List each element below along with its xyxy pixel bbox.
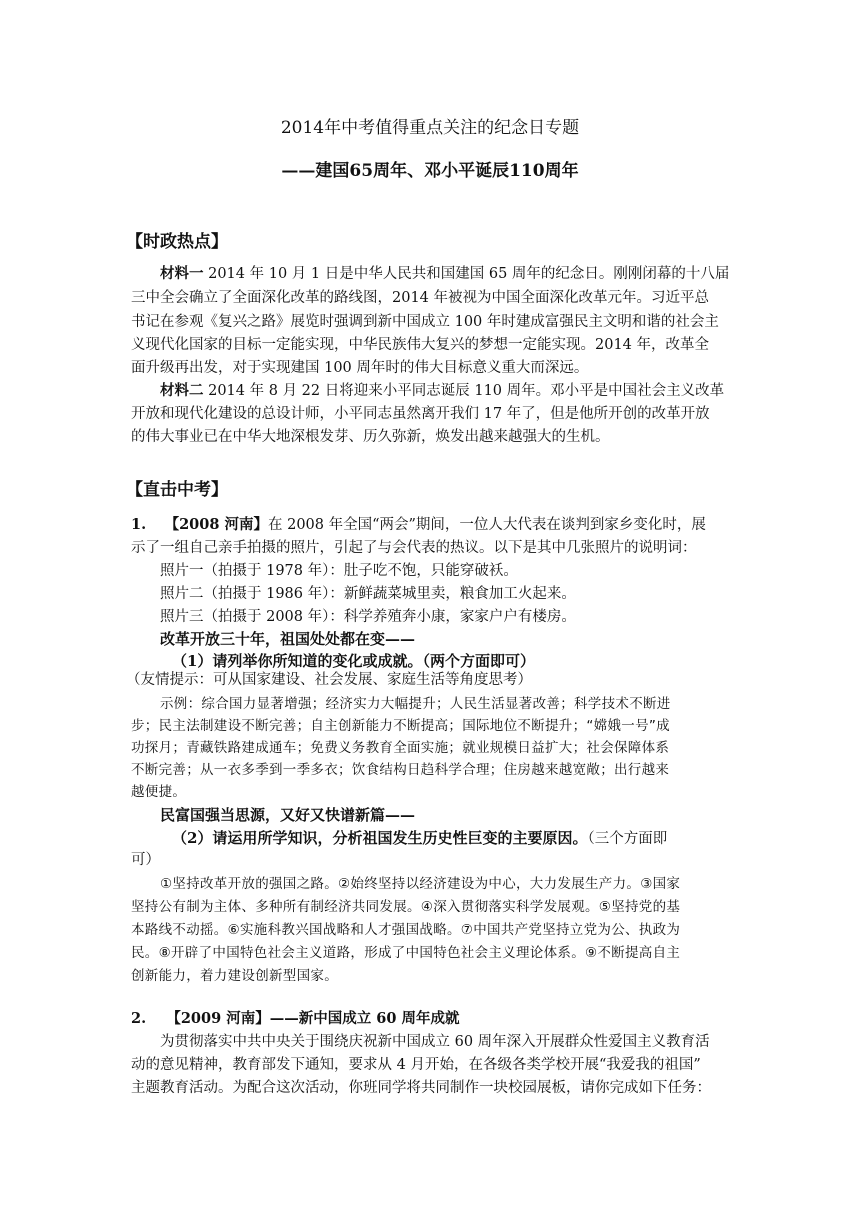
q1-tag: 【2008 河南】 bbox=[164, 516, 268, 533]
q2-line-3: 动的意见精神，教育部发下通知，要求从 4 月开始，在各级各类学校开展“我爱我的祖国” bbox=[131, 1057, 701, 1073]
material-1-text: 2014 年 10 月 1 日是中华人民共和国建国 65 周年的纪念日。刚刚闭幕的十八届 bbox=[208, 266, 730, 282]
q2-number: 2. bbox=[131, 1010, 147, 1027]
answer-1-line-2: 步；民主法制建设不断完善；自主创新能力不断提高；国际地位不断提升；“嫦娥一号”成 bbox=[131, 718, 670, 734]
q1-line-2: 示了一组自己亲手拍摄的照片，引起了与会代表的热议。以下是其中几张照片的说明词： bbox=[131, 540, 697, 556]
section-heading-hotspot: 【时政热点】 bbox=[126, 232, 228, 252]
q1-subquestion-2-text: （2）请运用所学知识，分析祖国发生历史性巨变的主要原因。 bbox=[172, 829, 588, 847]
q1-subquestion-2 bbox=[172, 828, 732, 849]
material-1-label: 材料一 bbox=[160, 265, 204, 282]
answer-1-line-1: 示例：综合国力显著增强；经济实力大幅提升；人民生活显著改善；科学技术不断进 bbox=[160, 696, 671, 712]
material-2-text: 2014 年 8 月 22 日将迎来小平同志诞辰 110 周年。邓小平是中国社会主义改革 bbox=[208, 383, 725, 399]
q1-number: 1. bbox=[131, 516, 147, 533]
q2-line-1 bbox=[131, 1009, 731, 1029]
q2-line-4: 主题教育活动。为配合这次活动，你班同学将共同制作一块校园展板，请你完成如下任务： bbox=[131, 1080, 711, 1096]
material-1-line-5: 面升级再出发，对于实现建国 100 周年时的伟大目标意义重大而深远。 bbox=[131, 360, 589, 376]
answer-2-line-5: 创新能力，着力建设创新型国家。 bbox=[131, 968, 338, 984]
material-1-line-2: 三中全会确立了全面深化改革的路线图，2014 年被视为中国全面深化改革元年。习近平总 bbox=[131, 290, 710, 306]
material-1-line-1 bbox=[160, 264, 731, 284]
material-1-line-4: 义现代化国家的目标一定能实现，中华民族伟大复兴的梦想一定能实现。2014 年，改革全 bbox=[131, 337, 710, 353]
material-2-label: 材料二 bbox=[160, 382, 204, 399]
answer-2-line-1: ①坚持改革开放的强国之路。②始终坚持以经济建设为中心，大力发展生产力。③国家 bbox=[160, 876, 681, 892]
photo-3-caption: 照片三（拍摄于 2008 年）：科学养殖奔小康，家家户户有楼房。 bbox=[160, 609, 576, 625]
q2-tag: 【2009 河南】——新中国成立 60 周年成就 bbox=[166, 1010, 460, 1027]
photo-1-caption: 照片一（拍摄于 1978 年）：肚子吃不饱，只能穿破袄。 bbox=[160, 563, 518, 579]
q1-text: 在 2008 年全国“两会”期间，一位人大代表在谈判到家乡变化时，展 bbox=[267, 517, 706, 533]
answer-1-line-3: 功探月；青藏铁路建成通车；免费义务教育全面实施；就业规模日益扩大；社会保障体系 bbox=[131, 740, 670, 756]
material-2-line-2: 开放和现代化建设的总设计师，小平同志虽然离开我们 17 年了，但是他所开创的改革开放 bbox=[131, 406, 710, 422]
section-heading-exam: 【直击中考】 bbox=[126, 480, 228, 500]
material-2-line-3: 的伟大事业已在中华大地深根发芽、历久弥新，焕发出越来越强大的生机。 bbox=[131, 429, 610, 445]
answer-1-line-4: 不断完善；从一衣多季到一季多衣；饮食结构日趋科学合理；住房越来越宽敞；出行越来 bbox=[131, 762, 670, 778]
answer-1-line-5: 越便捷。 bbox=[131, 784, 187, 800]
answer-2-line-3: 本路线不动摇。⑥实施科教兴国战略和人才强国战略。⑦中国共产党坚持立党为公、执政为 bbox=[131, 922, 681, 938]
q1-subquestion-1: （1）请列举你所知道的变化或成就。（两个方面即可） bbox=[172, 652, 535, 670]
q1-subquestion-2-wrap: 可） bbox=[131, 852, 160, 868]
material-1-line-3: 书记在参观《复兴之路》展览时强调到新中国成立 100 年时建成富强民主文明和谐的社会主 bbox=[131, 314, 719, 330]
q1-hint: （友情提示：可从国家建设、社会发展、家庭生活等角度思考） bbox=[126, 672, 532, 688]
photo-2-caption: 照片二（拍摄于 1986 年）：新鲜蔬菜城里卖，粮食加工火起来。 bbox=[160, 586, 576, 602]
q2-line-2: 为贯彻落实中共中央关于围绕庆祝新中国成立 60 周年深入开展群众性爱国主义教育活 bbox=[160, 1034, 710, 1050]
material-2-line-1 bbox=[160, 381, 731, 401]
answer-2-line-4: 民。⑧开辟了中国特色社会主义道路，形成了中国特色社会主义理论体系。⑨不断提高自主 bbox=[131, 945, 681, 961]
q1-subquestion-2-note: （三个方面即 bbox=[587, 831, 668, 847]
q1-line-1 bbox=[131, 515, 731, 535]
q1-heading-2: 民富国强当思源，又好又快谱新篇—— bbox=[160, 806, 416, 824]
document-title: 2014年中考值得重点关注的纪念日专题 bbox=[280, 118, 580, 138]
q1-heading-1: 改革开放三十年，祖国处处都在变—— bbox=[160, 630, 416, 648]
answer-2-line-2: 坚持公有制为主体、多种所有制经济共同发展。④深入贯彻落实科学发展观。⑤坚持党的基 bbox=[131, 899, 681, 915]
document-subtitle: ——建国65周年、邓小平诞辰110周年 bbox=[281, 161, 579, 181]
